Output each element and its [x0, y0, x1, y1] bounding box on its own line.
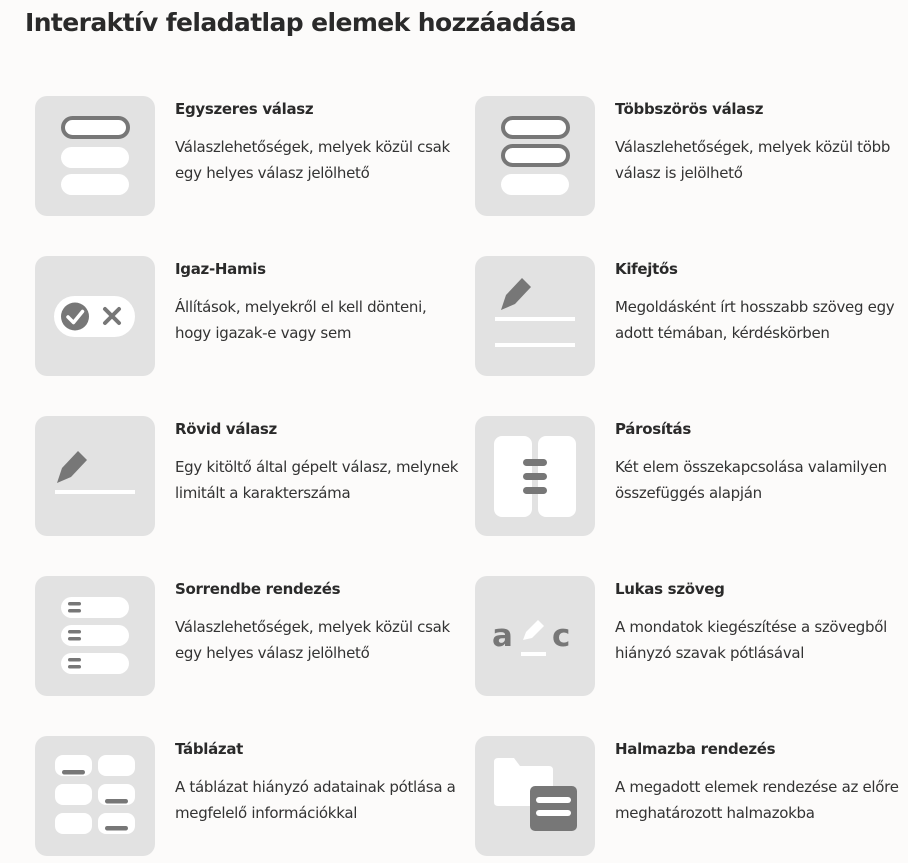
essay-icon: [475, 256, 595, 376]
card-description: Válaszlehetőségek, melyek közül csak egy helyes válasz jelölhető: [175, 618, 450, 662]
blank-right-letter: c: [552, 618, 571, 654]
page-title: Interaktív feladatlap elemek hozzáadása: [25, 8, 577, 37]
card-title: Sorrendbe rendezés: [175, 580, 341, 598]
card-description: A táblázat hiányzó adatainak pótlása a megfelelő információkkal: [175, 778, 456, 822]
card-title: Igaz-Hamis: [175, 260, 266, 278]
card-multiple-choice[interactable]: [475, 96, 895, 218]
true-false-icon: [35, 256, 155, 376]
single-choice-icon: [35, 96, 155, 216]
ordering-icon: [35, 576, 155, 696]
short-answer-icon: [35, 416, 155, 536]
card-matching[interactable]: [475, 416, 895, 538]
card-essay[interactable]: [475, 256, 895, 378]
card-description: Két elem összekapcsolása valamilyen összefüggés alapján: [615, 458, 887, 502]
card-title: Kifejtős: [615, 260, 678, 278]
card-title: Egyszeres válasz: [175, 100, 314, 118]
card-single-choice[interactable]: [35, 96, 455, 218]
card-description: A megadott elemek rendezése az előre meghatározott halmazokba: [615, 778, 899, 822]
card-description: Állítások, melyekről el kell dönteni, hogy igazak-e vagy sem: [175, 298, 427, 342]
card-description: Válaszlehetőségek, melyek közül csak egy helyes válasz jelölhető: [175, 138, 450, 182]
fill-in-blank-icon: [475, 576, 595, 696]
card-title: Táblázat: [175, 740, 244, 758]
card-ordering[interactable]: [35, 576, 455, 698]
card-title: Rövid válasz: [175, 420, 277, 438]
card-description: Megoldásként írt hosszabb szöveg egy adott témában, kérdéskörben: [615, 298, 895, 342]
card-true-false[interactable]: [35, 256, 455, 378]
blank-left-letter: a: [492, 618, 513, 654]
card-fill-in-blank[interactable]: [475, 576, 895, 698]
card-table[interactable]: [35, 736, 455, 858]
card-title: Halmazba rendezés: [615, 740, 776, 758]
card-set-sorting[interactable]: [475, 736, 899, 858]
card-title: Lukas szöveg: [615, 580, 725, 598]
card-short-answer[interactable]: [35, 416, 459, 538]
set-sorting-icon: [475, 736, 595, 856]
card-title: Párosítás: [615, 420, 692, 438]
card-description: Válaszlehetőségek, melyek közül több válasz is jelölhető: [615, 138, 891, 182]
table-icon: [35, 736, 155, 856]
card-title: Többszörös válasz: [615, 100, 764, 118]
multiple-choice-icon: [475, 96, 595, 216]
card-description: Egy kitöltő által gépelt válasz, melynek limitált a karakterszáma: [175, 458, 459, 502]
card-description: A mondatok kiegészítése a szövegből hiányzó szavak pótlásával: [615, 618, 887, 662]
matching-icon: [475, 416, 595, 536]
